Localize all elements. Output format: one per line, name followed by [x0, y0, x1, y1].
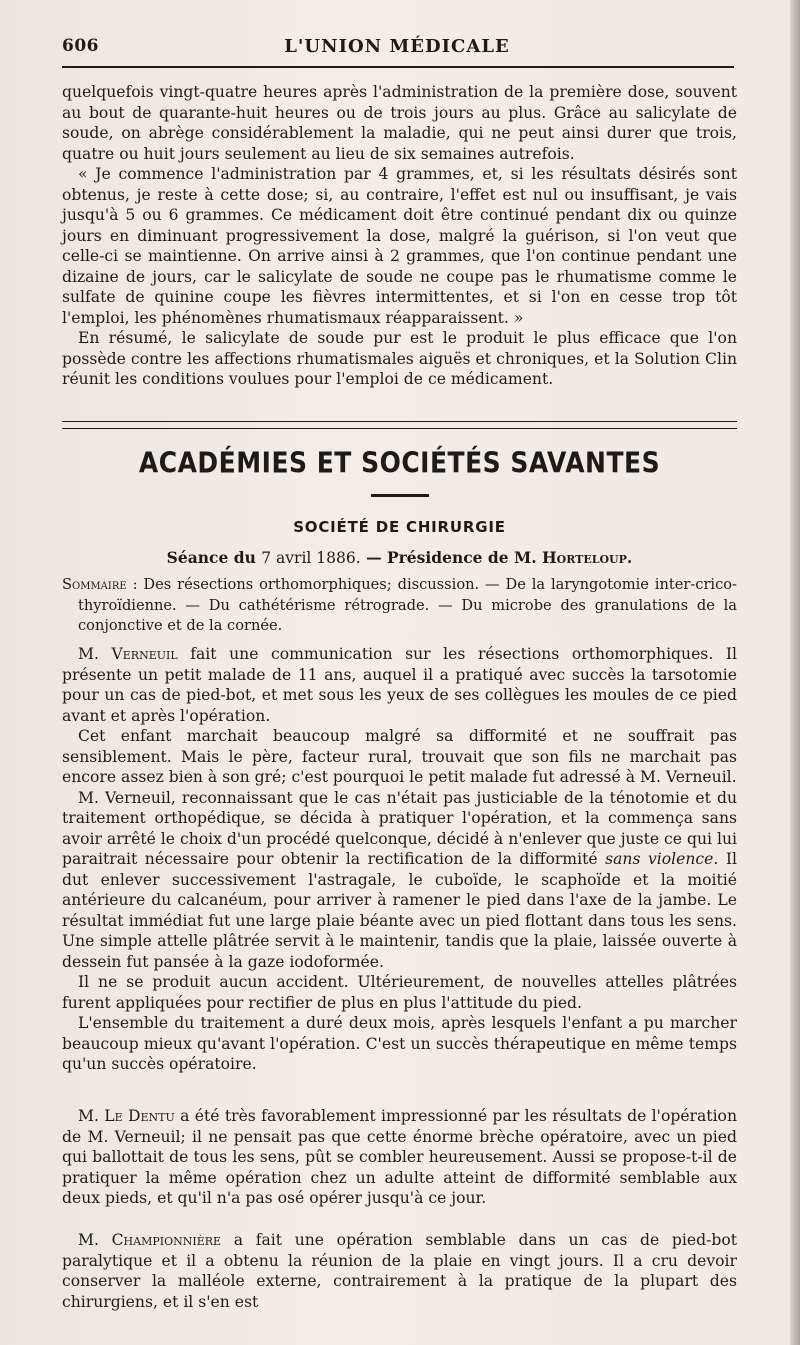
paragraph-continuation: quelquefois vingt-quatre heures après l'administration de la première dose, souvent au bout de quarante-huit heures ou de trois jours au plus. Grâce au salicylate de soude, on abrège considérablement la maladie, qui ne peut ainsi durer que trois, quatre ou huit jours seulement au lieu de six semaines autrefois.	[62, 83, 737, 163]
title-underline	[371, 494, 429, 497]
session-line	[62, 548, 737, 567]
speaker-championniere: M. Championnière	[78, 1231, 222, 1249]
emphasis-sans-violence: sans violence	[605, 850, 714, 868]
president-name: Horteloup.	[542, 548, 633, 567]
paragraph-verneuil-1: fait une communication sur les résections orthomorphiques. Il présente un petit malade de 11 ans, auquel il a pratiqué avec succès la tarsotomie pour un cas de pied-bot, et met sous les yeux de ses collègues les moules de ce pied avant et après l'opération.	[62, 645, 737, 725]
society-name: SOCIÉTÉ DE CHIRURGIE	[293, 518, 506, 536]
summary-text: : Des résections orthomorphiques; discussion. — De la laryngotomie inter-crico-thyroïdienne. — Du cathétérisme rétrograde. — Du microbe des granulations de la conjonctive et de la cornée.	[78, 576, 737, 634]
section-divider	[62, 421, 737, 429]
session-report-part3	[62, 1230, 737, 1312]
paragraph-verneuil-2a: M. Verneuil, reconnaissant que le cas n'était pas justiciable de la ténotomie et du traitement orthopédique, se décida à pratiquer l'opération, et la commença sans avoir arrêté le choix d'un procédé quelconque, décidé à n'enlever que juste ce qui lui paraitrait nécessaire pour obtenir la rectification de la difformité	[62, 788, 737, 868]
session-report-part1	[62, 644, 737, 1075]
page-number: 606	[62, 36, 99, 56]
paragraph-summary: En résumé, le salicylate de soude pur est le produit le plus efficace que l'on possède contre les affections rhumatismales aiguës et chroniques, et la Solution Clin réunit les conditions voulues pour l'emploi de ce médicament.	[62, 329, 737, 388]
speaker-le-dentu: M. Le Dentu	[78, 1107, 175, 1125]
section-title: ACADÉMIES ET SOCIÉTÉS SAVANTES	[138, 445, 661, 480]
paragraph-ensemble: L'ensemble du traitement a duré deux mois, après lesquels l'enfant a pu marcher beaucoup mieux qu'avant l'opération. C'est un succès thérapeutique en même temps qu'un succès opératoire.	[62, 1014, 737, 1073]
session-summary	[62, 575, 737, 637]
header-rule	[62, 66, 734, 68]
paragraph-quote: « Je commence l'administration par 4 grammes, et, si les résultats désirés sont obtenus, je reste à cette dose; si, au contraire, l'effet est nul ou insuffisant, je vais jusqu'à 5 ou 6 grammes. Ce médicament doit être continué pendant dix ou quinze jours en diminuant progressivement la dose, malgré la guérison, si l'on veut que celle-ci se maintienne. On arrive ainsi à 2 grammes, que l'on continue pendant une dizaine de jours, car le salicylate de soude ne coupe pas le rhumatisme comme le sulfate de quinine coupe les fièvres intermittentes, et si l'on en cesse trop tôt l'emploi, les phénomènes rhumatismaux réapparaissent. »	[62, 165, 737, 327]
paragraph-verneuil-2b: . Il dut enlever successivement l'astragale, le cuboïde, le scaphoïde et la moitié antérieure du calcanéum, pour arriver à ramener le pied dans l'axe de la jambe. Le résultat immédiat fut une large plaie béante avec un pied flottant dans tous les sens. Une simple attelle plâtrée servit à le maintenir, tandis que la plaie, laissée ouverte à dessein fut pansée à la gaze iodoformée.	[62, 850, 738, 971]
continued-article	[62, 82, 737, 390]
page-header	[62, 36, 732, 58]
page-gutter-shadow	[790, 0, 800, 1345]
paragraph-enfant: Cet enfant marchait beaucoup malgré sa difformité et ne souffrait pas sensiblement. Mais le père, facteur rural, trouvait que son fils ne marchait pas encore assez bien à son gré; c'est pourquoi le petit malade fut adressé à M. Verneuil.	[62, 727, 737, 786]
paragraph-le-dentu: a été très favorablement impressionné par les résultats de l'opération de M. Verneuil; il ne pensait pas que cette énorme brèche opératoire, avec un pied qui ballottait de tous les sens, pût se combler heureusement. Aussi se propose-t-il de pratiquer la même opération chez un adulte atteint de difformité semblable aux deux pieds, et qu'il n'a pas osé opérer jusqu'à ce jour.	[62, 1107, 737, 1207]
presidency-label: — Présidence de M.	[366, 548, 537, 567]
summary-label: Sommaire	[62, 576, 127, 593]
session-report-part2	[62, 1106, 737, 1209]
running-title: L'UNION MÉDICALE	[284, 36, 510, 57]
paragraph-accident: Il ne se produit aucun accident. Ultérieurement, de nouvelles attelles plâtrées furent appliquées pour rectifier de plus en plus l'attitude du pied.	[62, 973, 737, 1012]
session-date: 7 avril 1886.	[261, 549, 361, 567]
session-label: Séance du	[166, 548, 256, 567]
paragraph-championniere: a fait une opération semblable dans un cas de pied-bot paralytique et il a obtenu la réunion de la plaie en vingt jours. Il a cru devoir conserver la malléole externe, contrairement à la pratique de la plupart des chirurgiens, et il s'en est	[62, 1231, 737, 1311]
speaker-verneuil: M. Verneuil	[78, 645, 178, 663]
